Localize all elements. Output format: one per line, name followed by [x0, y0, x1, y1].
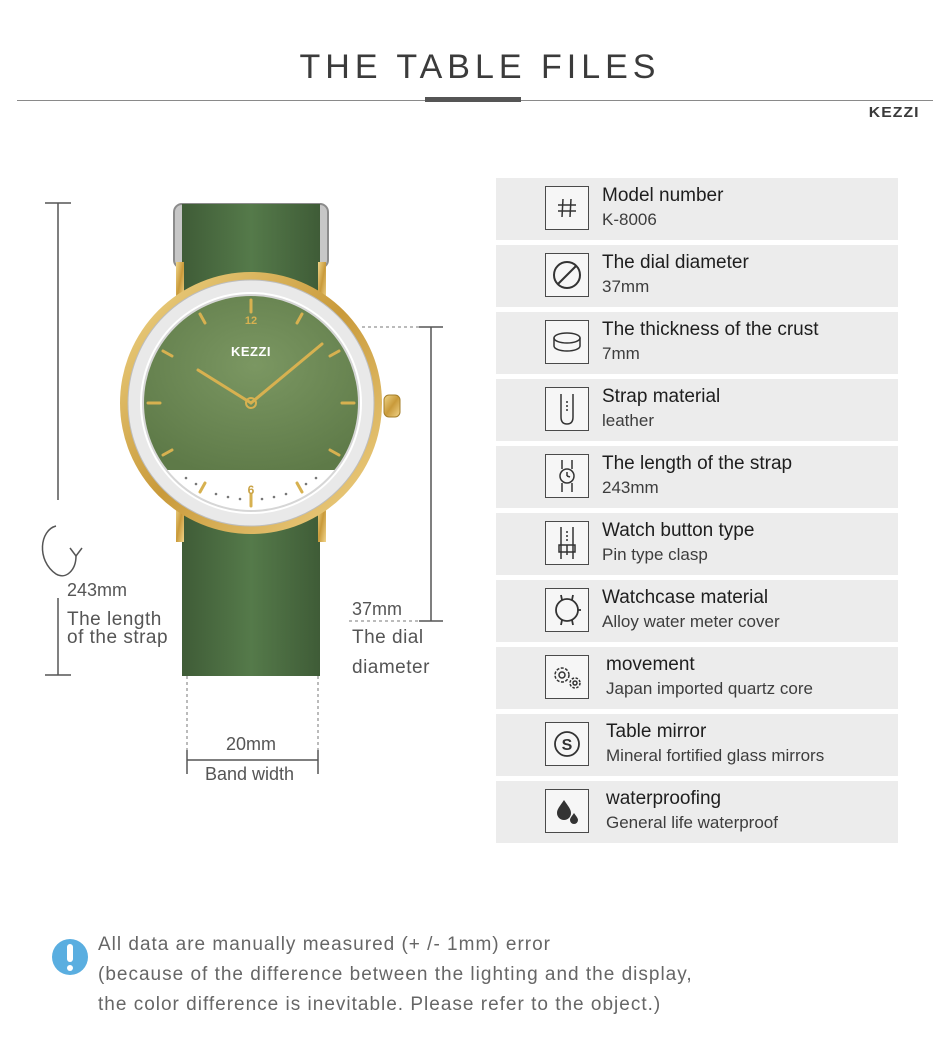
watch-illustration: [0, 0, 470, 800]
spec-label: waterproofing: [606, 788, 722, 809]
spec-value: Japan imported quartz core: [606, 679, 813, 698]
dial-diameter-label-line2: diameter: [352, 657, 430, 678]
spec-value: 7mm: [602, 344, 640, 363]
dial-diameter-value: 37mm: [352, 599, 403, 619]
spec-row-model-number: [496, 178, 898, 240]
brand-logo: KEZZI: [868, 104, 920, 121]
spec-value: Pin type clasp: [602, 545, 708, 564]
thickness-icon: [545, 320, 589, 364]
spec-label: The length of the strap: [602, 453, 793, 474]
hash-icon: [545, 186, 589, 230]
spec-label: Watch button type: [602, 520, 755, 541]
diameter-icon: [545, 253, 589, 297]
spec-value: K-8006: [602, 210, 657, 229]
spec-list: [496, 178, 898, 848]
dial-diameter-label-line1: The dial: [352, 627, 424, 648]
note-line-3: the color difference is inevitable. Please refer to the object.): [98, 994, 662, 1015]
gears-icon: [545, 655, 589, 699]
page-title: THE TABLE FILES: [299, 48, 661, 86]
spec-value: Alloy water meter cover: [602, 612, 780, 631]
spec-row-strap-length: [496, 446, 898, 508]
svg-text:S: S: [561, 737, 573, 754]
watch-strap-icon: [545, 454, 589, 498]
spec-row-watchcase-material: [496, 580, 898, 642]
spec-row-strap-material: [496, 379, 898, 441]
strap-icon: [545, 387, 589, 431]
spec-label: Model number: [602, 185, 724, 206]
watch-crown: [384, 395, 400, 417]
spec-row-dial-diameter: [496, 245, 898, 307]
info-exclamation-icon: [51, 938, 89, 976]
spec-row-thickness: [496, 312, 898, 374]
spec-value: Mineral fortified glass mirrors: [606, 746, 825, 765]
strap-length-value: 243mm: [67, 580, 128, 600]
watchcase-icon: [545, 588, 589, 632]
dial-numeral-12: 12: [244, 315, 258, 327]
strap-length-label-line2: of the strap: [67, 627, 169, 648]
strap-length-label-line1: The length: [67, 609, 162, 630]
spec-label: The dial diameter: [602, 252, 749, 273]
mirror-icon: [545, 722, 589, 766]
dial-brand: KEZZI: [230, 344, 272, 359]
spec-value: 243mm: [602, 478, 659, 497]
spec-label: movement: [606, 654, 695, 675]
spec-row-button-type: [496, 513, 898, 575]
spec-row-table-mirror: [496, 714, 898, 776]
spec-row-movement: [496, 647, 898, 709]
spec-value: General life waterproof: [606, 813, 778, 832]
measurement-note: [98, 930, 693, 1020]
water-drop-icon: [545, 789, 589, 833]
note-line-1: All data are manually measured (+ /- 1mm) error: [98, 934, 552, 955]
spec-label: Watchcase material: [602, 587, 769, 608]
dial-numeral-6: 6: [247, 483, 255, 497]
spec-label: Table mirror: [606, 721, 707, 742]
spec-label: The thickness of the crust: [602, 319, 819, 340]
band-width-value: 20mm: [226, 734, 277, 754]
spec-value: leather: [602, 411, 654, 430]
spec-row-waterproofing: [496, 781, 898, 843]
band-width-label: Band width: [205, 764, 295, 784]
rotate-icon: [42, 526, 82, 576]
buckle-icon: [545, 521, 589, 565]
note-line-2: (because of the difference between the lighting and the display,: [98, 964, 693, 985]
spec-value: 37mm: [602, 277, 650, 296]
spec-label: Strap material: [602, 386, 721, 407]
